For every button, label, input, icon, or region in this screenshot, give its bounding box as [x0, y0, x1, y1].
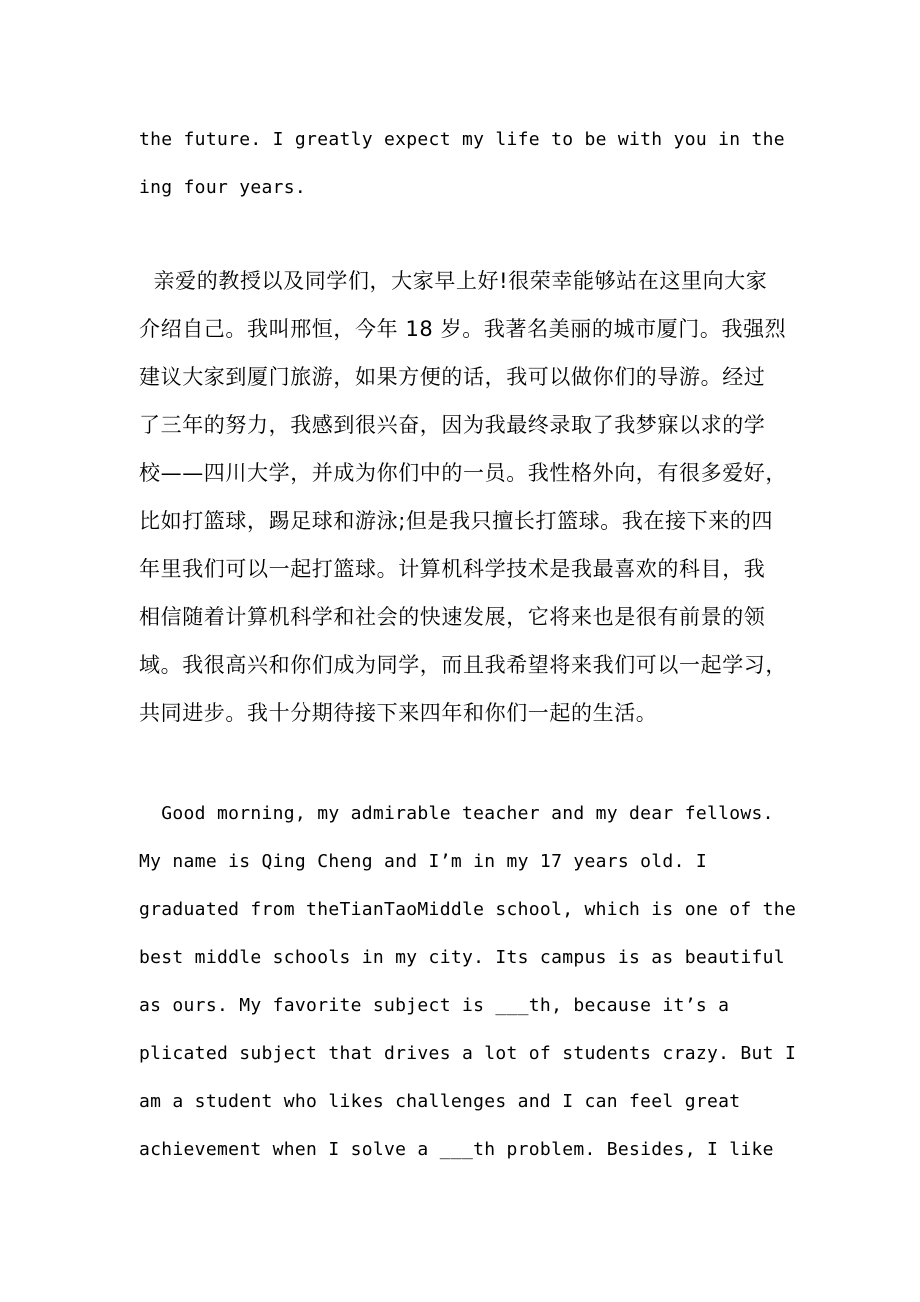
text-line: best middle schools in my city. Its campus is as beautiful [139, 947, 785, 968]
text-line: ing four years. [139, 177, 307, 198]
text-line: 建议大家到厦门旅游，如果方便的话，我可以做你们的导游。经过 [139, 365, 766, 389]
paragraph-english-closing [139, 116, 784, 212]
text-line: 共同进步。我十分期待接下来四年和你们一起的生活。 [139, 701, 658, 725]
text-line: My name is Qing Cheng and I’m in my 17 years old. I [139, 851, 707, 872]
paragraph-chinese-introduction [139, 257, 787, 737]
text-line: the future. I greatly expect my life to be with you in the [139, 129, 785, 150]
text-line: Good morning, my admirable teacher and my dear fellows. [139, 803, 774, 824]
text-line: 了三年的努力，我感到很兴奋，因为我最终录取了我梦寐以求的学 [139, 413, 766, 437]
text-line: 相信随着计算机科学和社会的快速发展，它将来也是很有前景的领 [139, 605, 766, 629]
text-line: 介绍自己。我叫邢恒，今年 18 岁。我著名美丽的城市厦门。我强烈 [139, 317, 787, 341]
text-line: as ours. My favorite subject is ___th, because it’s a [139, 995, 730, 1016]
text-line: plicated subject that drives a lot of students crazy. But I [139, 1043, 797, 1064]
text-line: am a student who likes challenges and I can feel great [139, 1091, 741, 1112]
text-line: 校——四川大学，并成为你们中的一员。我性格外向，有很多爱好， [139, 461, 787, 485]
paragraph-english-introduction [139, 790, 797, 1174]
text-line: 域。我很高兴和你们成为同学，而且我希望将来我们可以一起学习， [139, 653, 787, 677]
text-line: 年里我们可以一起打篮球。计算机科学技术是我最喜欢的科目，我 [139, 557, 766, 581]
text-line: achievement when I solve a ___th problem. Besides, I like [139, 1139, 774, 1160]
text-line: graduated from theTianTaoMiddle school, which is one of the [139, 899, 797, 920]
text-line: 比如打篮球，踢足球和游泳;但是我只擅长打篮球。我在接下来的四 [139, 509, 774, 533]
text-line: 亲爱的教授以及同学们，大家早上好!很荣幸能够站在这里向大家 [139, 269, 768, 293]
